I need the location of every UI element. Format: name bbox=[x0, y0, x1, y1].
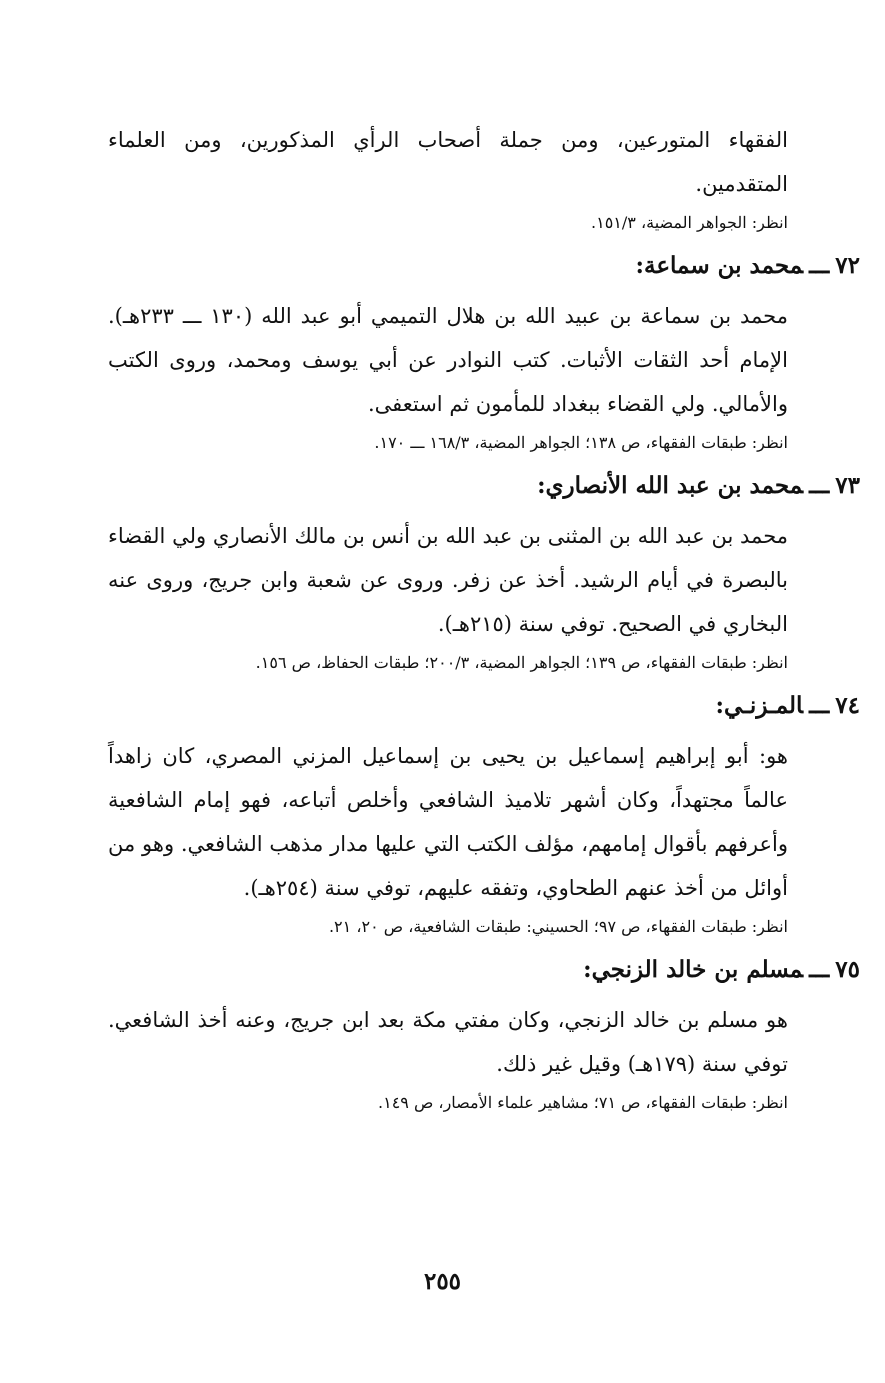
entry-title: المـزنـي: bbox=[715, 692, 804, 719]
entry-75 bbox=[108, 950, 860, 1120]
entry-number: ٧٥ bbox=[835, 956, 860, 983]
page-number: ٢٥٥ bbox=[423, 1268, 462, 1295]
entry-heading bbox=[108, 686, 860, 726]
entry-dash: ـــ bbox=[809, 252, 830, 279]
entry-heading bbox=[108, 950, 860, 990]
entry-text: محمد بن عبد الله بن المثنى بن عبد الله بن أنس بن مالك الأنصاري ولي القضاء بالبصرة في أيام الرشيد. أخذ عن زفر. وروى عن شعبة وابن جريج، وروى عنه البخاري في الصحيح. توفي سنة (٢١٥هـ). bbox=[108, 524, 789, 636]
entry-title: محمد بن عبد الله الأنصاري: bbox=[537, 472, 804, 499]
entry-source: انظر: طبقات الفقهاء، ص ١٣٨؛ الجواهر المضية، ١٦٨/٣ ـــ ١٧٠. bbox=[374, 433, 788, 452]
entry-source: انظر: طبقات الفقهاء، ص ٩٧؛ الحسيني: طبقات الشافعية، ص ٢٠، ٢١. bbox=[328, 917, 788, 936]
entry-text: هو: أبو إبراهيم إسماعيل بن يحيى بن إسماعيل المزني المصري، كان زاهداً عالماً مجتهداً، وكان أشهر تلاميذ الشافعي وأخلص أتباعه، فهو إمام الشافعية وأعرفهم بأقوال إمامهم، مؤلف الكتب التي عليها مدار مذهب الشافعي. وهو من أوائل من أخذ عنهم الطحاوي، وتفقه عليهم، توفي سنة (٢٥٤هـ). bbox=[108, 744, 788, 900]
entry-text: محمد بن سماعة بن عبيد الله بن هلال التميمي أبو عبد الله (١٣٠ ـــ ٢٣٣هـ). الإمام أحد الثقات الأثبات. كتب النوادر عن أبي يوسف ومحمد، وروى الكتب والأمالي. ولي القضاء ببغداد للمأمون ثم استعفى. bbox=[108, 304, 788, 416]
entry-72 bbox=[108, 246, 860, 460]
entry-number: ٧٣ bbox=[835, 472, 860, 499]
entry-number: ٧٤ bbox=[835, 692, 860, 719]
entry-number: ٧٢ bbox=[835, 252, 860, 279]
entry-title: مسلم بن خالد الزنجي: bbox=[583, 956, 804, 983]
page-body bbox=[108, 118, 860, 1126]
entry-dash: ـــ bbox=[809, 956, 830, 983]
entry-heading bbox=[108, 246, 860, 286]
intro-source: انظر: الجواهر المضية، ١٥١/٣. bbox=[591, 213, 788, 232]
entry-dash: ـــ bbox=[809, 692, 830, 719]
entry-title: محمد بن سماعة: bbox=[635, 252, 804, 279]
entry-text: هو مسلم بن خالد الزنجي، وكان مفتي مكة بعد ابن جريج، وعنه أخذ الشافعي. توفي سنة (١٧٩هـ) وقيل غير ذلك. bbox=[108, 1008, 788, 1076]
entry-74 bbox=[108, 686, 860, 944]
entry-73 bbox=[108, 466, 860, 680]
entry-source: انظر: طبقات الفقهاء، ص ٧١؛ مشاهير علماء الأمصار، ص ١٤٩. bbox=[378, 1093, 788, 1112]
intro-text: الفقهاء المتورعين، ومن جملة أصحاب الرأي المذكورين، ومن العلماء المتقدمين. bbox=[108, 128, 788, 196]
entry-source: انظر: طبقات الفقهاء، ص ١٣٩؛ الجواهر المضية، ٢٠٠/٣؛ طبقات الحفاظ، ص ١٥٦. bbox=[255, 653, 788, 672]
entry-dash: ـــ bbox=[809, 472, 830, 499]
entry-heading bbox=[108, 466, 860, 506]
